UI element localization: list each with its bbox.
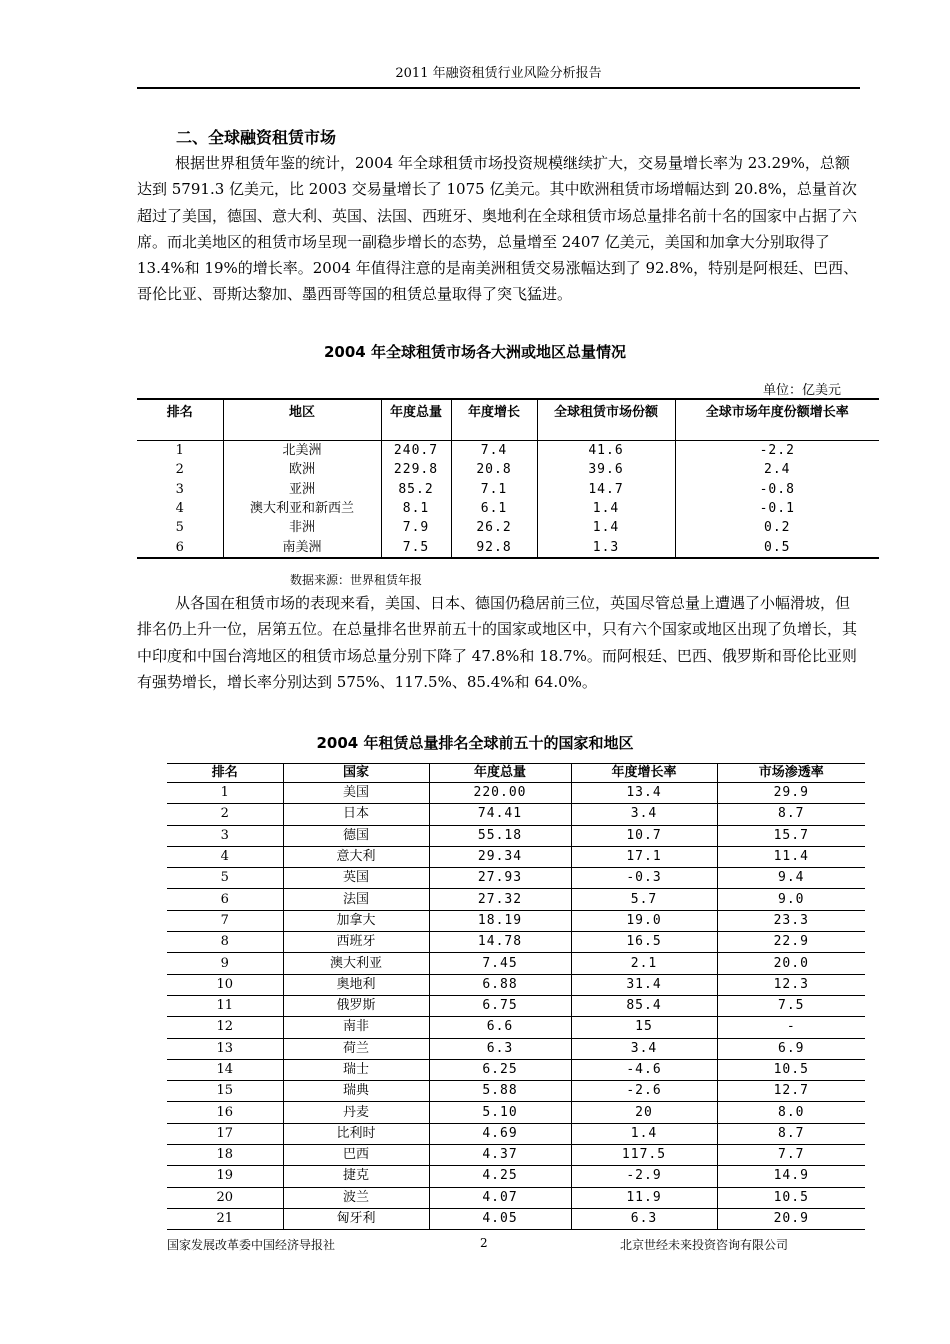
table-cell: 229.8 (381, 460, 451, 479)
table-cell: 15.7 (717, 825, 865, 846)
table-cell: 11.9 (571, 1187, 717, 1208)
table-cell: 捷克 (283, 1166, 429, 1187)
table-cell: 4.25 (429, 1166, 571, 1187)
table-cell: 2 (167, 804, 283, 825)
table-cell: 74.41 (429, 804, 571, 825)
table-cell: 7.1 (451, 480, 537, 499)
table-cell: 7.45 (429, 953, 571, 974)
table1-source: 数据来源：世界租赁年报 (290, 573, 423, 587)
column-header: 全球市场年度份额增长率 (675, 399, 879, 441)
table-cell: 7.4 (451, 441, 537, 461)
table-cell: 15 (167, 1081, 283, 1102)
table-cell: 20.9 (717, 1208, 865, 1229)
column-header: 排名 (167, 764, 283, 783)
table-cell: -0.3 (571, 868, 717, 889)
table-cell: 欧洲 (223, 460, 381, 479)
table-row (137, 537, 879, 557)
table-row (167, 995, 865, 1016)
table-row (137, 480, 879, 499)
table-cell: 匈牙利 (283, 1208, 429, 1229)
table-cell: 8 (167, 932, 283, 953)
table-cell: 20.0 (717, 953, 865, 974)
table-cell: 14 (167, 1059, 283, 1080)
table-row (167, 910, 865, 931)
column-header: 地区 (223, 399, 381, 441)
table-row (167, 1166, 865, 1187)
table-cell: 13.4 (571, 783, 717, 804)
table-cell: 1.4 (537, 518, 675, 537)
table-row (137, 460, 879, 479)
table-cell: 6.3 (429, 1038, 571, 1059)
table-cell: 7.5 (717, 995, 865, 1016)
table-cell: 17.1 (571, 846, 717, 867)
table-cell: 220.00 (429, 783, 571, 804)
table-cell: 德国 (283, 825, 429, 846)
table-cell: 27.93 (429, 868, 571, 889)
table-cell: 6 (137, 537, 223, 557)
table-cell: 12.3 (717, 974, 865, 995)
table-cell: 1 (167, 783, 283, 804)
table-cell: 12.7 (717, 1081, 865, 1102)
table-row (137, 499, 879, 518)
table-row (167, 825, 865, 846)
column-header: 国家 (283, 764, 429, 783)
table-cell: 92.8 (451, 537, 537, 557)
table-cell: 6.25 (429, 1059, 571, 1080)
table-cell: 6.75 (429, 995, 571, 1016)
table-cell: 亚洲 (223, 480, 381, 499)
table-cell: 7.5 (381, 537, 451, 557)
column-header: 年度增长 (451, 399, 537, 441)
table-row (167, 932, 865, 953)
table-cell: 1 (175, 443, 184, 459)
table-cell: 17 (167, 1123, 283, 1144)
table-row (167, 1081, 865, 1102)
section-title: 二、全球融资租赁市场 (176, 128, 337, 147)
table-cell: 南美洲 (223, 537, 381, 557)
table-cell: 4.07 (429, 1187, 571, 1208)
table-cell: 1.4 (537, 499, 675, 518)
table-cell: 奥地利 (283, 974, 429, 995)
table-cell: 瑞士 (283, 1059, 429, 1080)
table-row (167, 974, 865, 995)
table-cell: 1.4 (571, 1123, 717, 1144)
table-cell: 瑞典 (283, 1081, 429, 1102)
column-header: 排名 (137, 399, 223, 441)
table-cell: 2 (175, 462, 184, 478)
table1-caption: 2004 年全球租赁市场各大洲或地区总量情况 (324, 343, 626, 361)
table-row (167, 1102, 865, 1123)
table-cell: 8.0 (717, 1102, 865, 1123)
table-cell: -2.6 (571, 1081, 717, 1102)
table-cell: 8.7 (717, 1123, 865, 1144)
column-header: 市场渗透率 (717, 764, 865, 783)
table-cell: 南非 (283, 1017, 429, 1038)
table-cell: 比利时 (283, 1123, 429, 1144)
column-header: 年度总量 (429, 764, 571, 783)
table-cell: 19 (167, 1166, 283, 1187)
table-cell: 7.9 (381, 518, 451, 537)
country-ranking-table (167, 763, 865, 1230)
table-cell: 丹麦 (283, 1102, 429, 1123)
table-cell: -2.2 (675, 441, 879, 461)
table-cell: 俄罗斯 (283, 995, 429, 1016)
table-cell: 21 (167, 1208, 283, 1229)
table-cell: 4.05 (429, 1208, 571, 1229)
table-cell: 9.0 (717, 889, 865, 910)
column-header: 年度增长率 (571, 764, 717, 783)
table-cell: 3 (175, 481, 184, 497)
table-row (167, 953, 865, 974)
table-row (167, 1145, 865, 1166)
table-cell: 18.19 (429, 910, 571, 931)
region-total-table (137, 398, 879, 559)
table-cell: 6.3 (571, 1208, 717, 1229)
table-cell: 13 (167, 1038, 283, 1059)
table-row (167, 804, 865, 825)
table-cell: 39.6 (537, 460, 675, 479)
table-cell: 0.2 (675, 518, 879, 537)
table-cell: 29.9 (717, 783, 865, 804)
table-row (137, 518, 879, 537)
table-cell: 7.7 (717, 1145, 865, 1166)
table-cell: 6.88 (429, 974, 571, 995)
table-cell: 9.4 (717, 868, 865, 889)
table-cell: -0.8 (675, 480, 879, 499)
table-cell: 5 (175, 520, 184, 536)
table-cell: 澳大利亚 (283, 953, 429, 974)
table-cell: -0.1 (675, 499, 879, 518)
table-cell: 波兰 (283, 1187, 429, 1208)
table-row (167, 846, 865, 867)
table-cell: 日本 (283, 804, 429, 825)
table-row (167, 1059, 865, 1080)
table-cell: 非洲 (223, 518, 381, 537)
table-cell: 荷兰 (283, 1038, 429, 1059)
table-cell: 西班牙 (283, 932, 429, 953)
table-row (167, 868, 865, 889)
table-cell: 11.4 (717, 846, 865, 867)
table-cell: 6 (167, 889, 283, 910)
table-cell: 6.6 (429, 1017, 571, 1038)
table-cell: 12 (167, 1017, 283, 1038)
table-cell: 7 (167, 910, 283, 931)
table-row (167, 1187, 865, 1208)
table-cell: 10 (167, 974, 283, 995)
table-cell: 4.69 (429, 1123, 571, 1144)
table-cell: 27.32 (429, 889, 571, 910)
paragraph-1: 根据世界租赁年鉴的统计，2004 年全球租赁市场投资规模继续扩大，交易量增长率为 23.29%，总额达到 5791.3 亿美元，比 2003 交易量增长了 1075 亿美元。其中欧洲租赁市场增幅达到 20.8%，总量首次超过了美国，德国、意大利、英国、法国、西班牙、奥地利在全球租赁市场总量排名前十名的国家中占据了六席。而北美地区的租赁市场呈现一副稳步增长的态势，总量增至 2407 亿美元，美国和加拿大分别取得了 13.4%和 19%的增长率。2004 年值得注意的是南美洲租赁交易涨幅达到了 92.8%，特别是阿根廷、巴西、哥伦比亚、哥斯达黎加、墨西哥等国的租赁总量取得了突飞猛进。 (137, 154, 859, 304)
table-cell: 18 (167, 1145, 283, 1166)
table-row (167, 1038, 865, 1059)
table-row (167, 889, 865, 910)
table-cell: 16 (167, 1102, 283, 1123)
table-row (167, 1208, 865, 1229)
table-cell: 巴西 (283, 1145, 429, 1166)
table-cell: 9 (167, 953, 283, 974)
table-cell: 英国 (283, 868, 429, 889)
table-cell: 美国 (283, 783, 429, 804)
table-cell: 29.34 (429, 846, 571, 867)
table-cell: 14.9 (717, 1166, 865, 1187)
table-cell: 22.9 (717, 932, 865, 953)
table-cell: 4 (167, 846, 283, 867)
table-cell: 法国 (283, 889, 429, 910)
table-row (167, 1017, 865, 1038)
table-cell: 5 (167, 868, 283, 889)
table-cell: -4.6 (571, 1059, 717, 1080)
table-header-row (137, 399, 879, 441)
table-cell: 2.4 (675, 460, 879, 479)
table-cell: 0.5 (675, 537, 879, 557)
column-header: 全球租赁市场份额 (537, 399, 675, 441)
table-cell: 85.2 (381, 480, 451, 499)
table-cell: 北美洲 (223, 441, 381, 461)
table-cell: 1.3 (537, 537, 675, 557)
table-cell: 澳大利亚和新西兰 (223, 499, 381, 518)
table-cell: 8.7 (717, 804, 865, 825)
table-cell: -2.9 (571, 1166, 717, 1187)
table-row (167, 783, 865, 804)
table-cell: 10.7 (571, 825, 717, 846)
table-cell: 31.4 (571, 974, 717, 995)
table-cell: 10.5 (717, 1187, 865, 1208)
table-cell: 117.5 (571, 1145, 717, 1166)
table-cell: 5.7 (571, 889, 717, 910)
table-cell: 23.3 (717, 910, 865, 931)
table-cell: 26.2 (451, 518, 537, 537)
column-header: 年度总量 (381, 399, 451, 441)
table2-caption: 2004 年租赁总量排名全球前五十的国家和地区 (316, 734, 634, 752)
table-cell: 16.5 (571, 932, 717, 953)
table-cell: 20 (571, 1102, 717, 1123)
table-cell: 55.18 (429, 825, 571, 846)
table-cell: 14.7 (537, 480, 675, 499)
table-cell: 8.1 (381, 499, 451, 518)
table-cell: 6.9 (717, 1038, 865, 1059)
table-cell: 5.88 (429, 1081, 571, 1102)
paragraph-2: 从各国在租赁市场的表现来看，美国、日本、德国仍稳居前三位，英国尽管总量上遭遇了小幅滑坡，但排名仍上升一位，居第五位。在总量排名世界前五十的国家或地区中，只有六个国家或地区出现了负增长，其中印度和中国台湾地区的租赁市场总量分别下降了 47.8%和 18.7%。而阿根廷、巴西、俄罗斯和哥伦比亚则有强势增长，增长率分别达到 575%、117.5%、85.4%和 64.0%。 (137, 594, 858, 691)
table1-unit: 单位：亿美元 (762, 383, 841, 398)
table-row (137, 441, 879, 461)
page-header: 2011 年融资租赁行业风险分析报告 (395, 66, 602, 81)
table-cell: 240.7 (381, 441, 451, 461)
table-cell: 85.4 (571, 995, 717, 1016)
table-cell: 41.6 (537, 441, 675, 461)
table-cell: 3.4 (571, 804, 717, 825)
table-cell: 4.37 (429, 1145, 571, 1166)
table-cell: 2.1 (571, 953, 717, 974)
table-cell: 3.4 (571, 1038, 717, 1059)
table-row (167, 1123, 865, 1144)
table-cell: 6.1 (451, 499, 537, 518)
table-cell: 意大利 (283, 846, 429, 867)
table-cell: 11 (167, 995, 283, 1016)
table-cell: 20 (167, 1187, 283, 1208)
table-cell: 加拿大 (283, 910, 429, 931)
table-cell: 15 (571, 1017, 717, 1038)
page-number: 2 (480, 1236, 488, 1250)
table-cell: 20.8 (451, 460, 537, 479)
table-cell: 3 (167, 825, 283, 846)
header-rule (137, 87, 860, 89)
table-cell: 4 (175, 501, 184, 517)
table-cell: 5.10 (429, 1102, 571, 1123)
table-cell: 10.5 (717, 1059, 865, 1080)
footer-publisher: 国家发展改革委中国经济导报社 (167, 1238, 336, 1252)
table-cell: 14.78 (429, 932, 571, 953)
footer-company: 北京世经未来投资咨询有限公司 (620, 1238, 789, 1252)
table-cell: - (717, 1017, 865, 1038)
table-header-row (167, 764, 865, 783)
table-cell: 19.0 (571, 910, 717, 931)
